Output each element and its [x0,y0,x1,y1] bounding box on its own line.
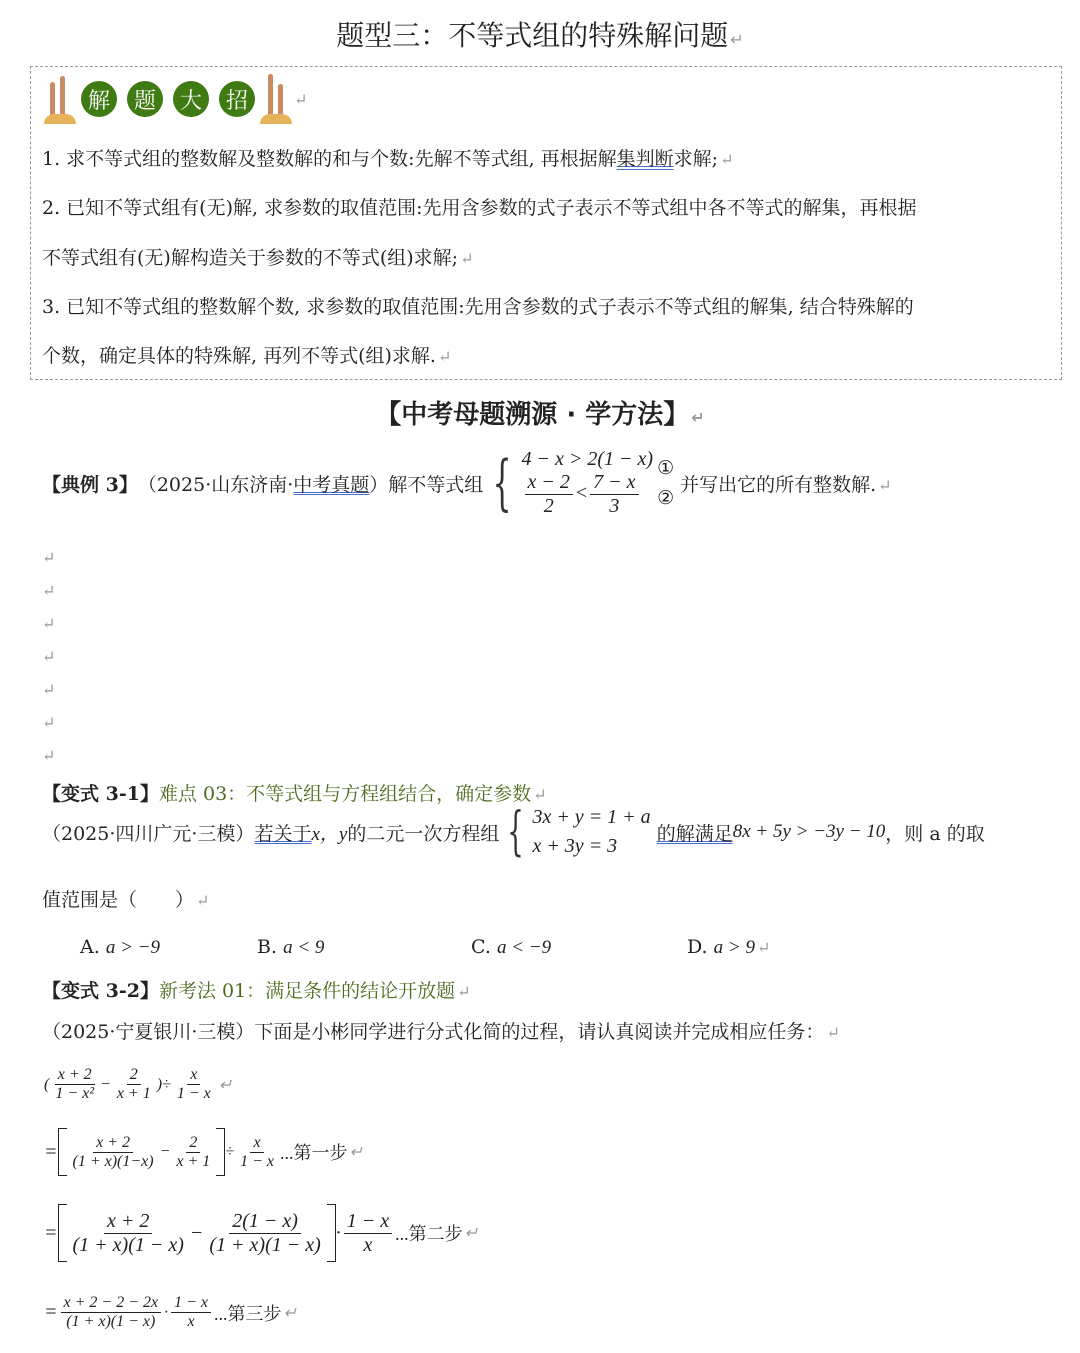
question-text: ，则 a 的取 [885,822,985,845]
option-value: a < 9 [283,937,325,958]
inequality-1: 4 − x > 2(1 − x) [521,448,654,470]
frac-den: 1 − x² [55,1085,95,1102]
example-source: ）解不等式组 [369,473,484,496]
frac-num: x + 2 [93,1134,133,1153]
option-letter: D. [687,936,708,958]
example-tail: 并写出它的所有整数解. ↵ [680,470,891,497]
step-label: ...第一步 [280,1143,348,1163]
equation-system [499,802,651,862]
variant-label: 【变式 3-1】 [42,783,159,805]
tip-link: 集判断 [616,148,674,170]
frac-den: x + 1 [176,1152,211,1170]
option-value: a < −9 [496,937,552,958]
empty-line [40,647,55,666]
tips-badge [44,74,307,124]
question-link: 若关于 [254,822,312,845]
empty-line [40,581,55,600]
step-label: ...第三步 [214,1303,282,1324]
reed-right-icon [260,74,292,124]
empty-line [40,746,55,765]
variables: x，y [311,823,348,845]
example-3 [42,448,892,518]
variant-3-1-question [42,802,985,862]
frac-num: 1 − x [171,1294,211,1313]
option-d[interactable] [687,936,770,959]
frac-num: x [187,1066,200,1085]
frac-num: 1 − x [344,1210,392,1234]
tip-line-5: 个数，确定具体的特殊解, 再列不等式(组)求解. ↵ [42,341,451,368]
operator: < [575,482,588,505]
empty-line [40,713,55,732]
frac-num: 7 − x [590,471,638,495]
empty-line [40,614,55,633]
section-title: 【中考母题溯源 · 学方法】 ↵ [0,394,1080,431]
option-a[interactable] [80,936,160,959]
badge-char: 题 [127,81,163,117]
empty-line [40,548,55,567]
frac-num: x − 2 [525,471,573,495]
math-row-1: = $\frac{x + 2}{(1 + x)(1-x)}$ − $\frac{2}{x + 1}$ ÷ $\frac{x}{1 - x}$ ...第一步 ↵ [44,1128,363,1176]
tip-line-4: 3. 已知不等式组的整数解个数, 求参数的取值范围:先用含参数的式子表示不等式组的解集, 结合特殊解的 [42,296,914,318]
tip-line-3: 不等式组有(无)解构造关于参数的不等式(组)求解; ↵ [42,243,473,270]
frac-den: (1 + x)(1−x) [72,1152,154,1170]
variant-topic: 难点 03：不等式组与方程组结合，确定参数 [158,783,532,805]
frac-den: 1 − x [240,1152,274,1170]
frac-num: 2 [186,1134,200,1153]
example-source: （2025·山东济南· [137,473,294,496]
example-source-link: 中考真题 [293,473,370,496]
math-row-0: ( $\frac{x + 2}{\text{1 − x²}}$ − $\frac{2}{x + 1}$ )÷ $\frac{x}{1 - x}$ ↵ [44,1066,232,1103]
frac-num: 2 [127,1066,141,1085]
variant-label: 【变式 3-2】 [42,980,159,1002]
example-label: 【典例 3】 [42,473,138,496]
variant-topic: 新考法 01：满足条件的结论开放题 [158,980,456,1002]
option-letter: C. [471,936,491,958]
equation-1: 3x + y = 1 + a [532,806,651,828]
math-row-3: = $\frac{x + 2 - 2 - 2x}{(1 + x)(1 - x)}$ · $\frac{1 - x}{x}$ ...第三步 ↵ [44,1294,297,1331]
variant-3-2-header [42,976,471,1003]
badge-char: 大 [173,81,209,117]
option-letter: B. [257,936,278,958]
frac-num: x + 2 − 2 − 2x [61,1294,162,1313]
frac-num: x + 2 [104,1210,152,1234]
frac-den: (1 + x)(1 − x) [66,1313,156,1330]
inequality-system [483,448,674,518]
math-row-2: = $\frac{x + 2}{(1 + x)(1 - x)}$ − $\frac{2(1 - x)}{(1 + x)(1 - x)}$ · $\frac{1 - x}{x}$ ...第二步 ↵ [44,1204,478,1262]
option-value: a > −9 [105,937,160,958]
frac-den: 3 [609,495,620,517]
condition: 8x + 5y > −3y − 10 [732,821,886,842]
frac-den: 1 − x [176,1085,211,1102]
frac-den: 2 [543,495,554,517]
page-title: 题型三：不等式组的特殊解问题 ↵ [0,14,1080,54]
frac-den: (1 + x)(1 − x) [209,1233,321,1256]
brace-icon: { [492,448,512,518]
frac-num: 2(1 − x) [229,1210,301,1234]
tip-text: 1. 求不等式组的整数解及整数解的和与个数:先解不等式组, 再根据解 [42,148,617,170]
marker-1: ① [657,457,675,479]
equation-2: x + 3y = 3 [532,835,618,857]
frac-den: (1 + x)(1 − x) [72,1233,184,1256]
badge-char: 招 [219,81,255,117]
variant-3-1-question-cont: 值范围是（ ） ↵ [42,885,209,912]
frac-den: x + 1 [116,1085,151,1102]
tip-line-1 [42,144,733,171]
frac-den: x [363,1233,373,1256]
tip-line-2: 2. 已知不等式组有(无)解, 求参数的取值范围:先用含参数的式子表示不等式组中各不等式的解集，再根据 [42,197,917,219]
variant-3-1-header [42,779,547,806]
option-c[interactable] [471,936,551,959]
variant-source: （2025·四川广元·三模） [42,822,255,845]
question-text: 的二元一次方程组 [347,822,500,845]
badge-char: 解 [81,81,117,117]
empty-line [40,680,55,699]
step-label: ...第二步 [395,1224,463,1244]
tip-text: 求解; [673,148,719,170]
option-b[interactable] [257,936,324,959]
frac-num: x + 2 [55,1066,95,1085]
brace-icon: { [507,802,525,862]
marker-2: ② [657,487,675,509]
question-link: 的解满足 [656,822,733,845]
reed-left-icon [44,74,76,124]
option-value: a > 9 [713,937,755,958]
option-letter: A. [80,936,100,958]
variant-3-2-text: （2025·宁夏银川·三模）下面是小彬同学进行分式化简的过程，请认真阅读并完成相应任务： ↵ [42,1017,840,1044]
frac-num: x [250,1134,263,1153]
frac-den: x [187,1313,195,1330]
